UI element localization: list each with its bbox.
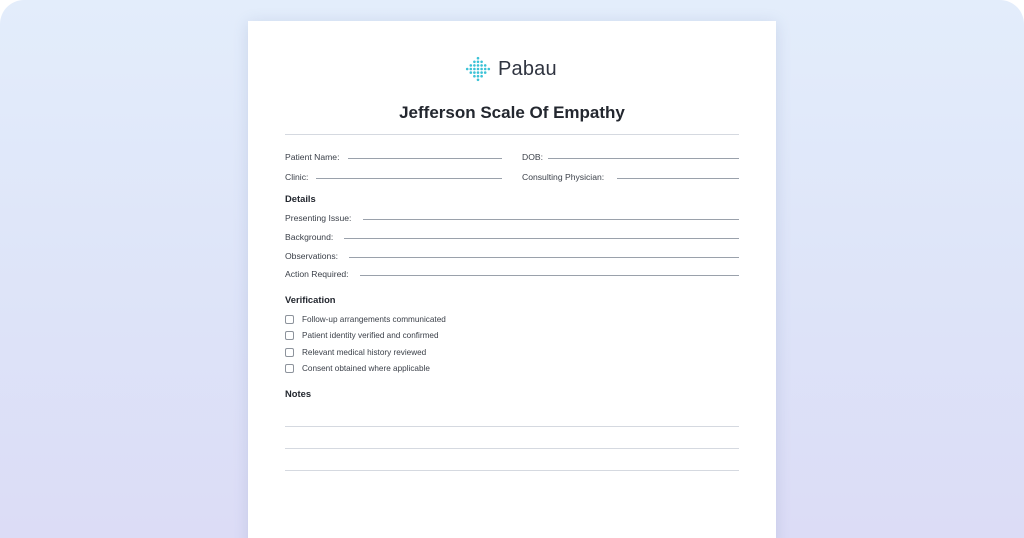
- dob-label: DOB:: [522, 152, 544, 162]
- patient-name-label: Patient Name:: [285, 152, 340, 162]
- notes-line[interactable]: [285, 448, 739, 449]
- clinic-label: Clinic:: [285, 172, 309, 182]
- verification-heading: Verification: [285, 294, 336, 305]
- diamond-dots-logo-icon: [464, 55, 492, 83]
- notes-heading: Notes: [285, 388, 312, 399]
- notes-line[interactable]: [285, 426, 739, 427]
- dob-field[interactable]: [548, 158, 739, 159]
- verification-item: [285, 362, 430, 374]
- checkbox[interactable]: [285, 348, 294, 357]
- observations-label: Observations:: [285, 251, 339, 261]
- verification-item: [285, 346, 426, 358]
- document-title: Jefferson Scale Of Empathy: [399, 103, 625, 122]
- consulting-physician-label: Consulting Physician:: [522, 172, 605, 182]
- verification-item: [285, 329, 439, 341]
- form-document: [248, 21, 776, 538]
- consulting-physician-field[interactable]: [617, 178, 739, 179]
- checkbox[interactable]: [285, 364, 294, 373]
- presenting-issue-field[interactable]: [363, 219, 739, 220]
- checkbox-label: Relevant medical history reviewed: [302, 347, 427, 357]
- presenting-issue-label: Presenting Issue:: [285, 213, 352, 223]
- background-label: Background:: [285, 232, 334, 242]
- brand-logo: [464, 55, 557, 83]
- title-divider: [285, 134, 739, 135]
- details-heading: Details: [285, 193, 316, 204]
- action-required-field[interactable]: [360, 275, 739, 276]
- notes-line[interactable]: [285, 470, 739, 471]
- verification-item: [285, 313, 446, 325]
- checkbox-label: Follow-up arrangements communicated: [302, 314, 446, 324]
- action-required-label: Action Required:: [285, 269, 349, 279]
- checkbox[interactable]: [285, 315, 294, 324]
- background-field[interactable]: [344, 238, 739, 239]
- patient-name-field[interactable]: [348, 158, 502, 159]
- observations-field[interactable]: [349, 257, 739, 258]
- checkbox-label: Consent obtained where applicable: [302, 363, 430, 373]
- clinic-field[interactable]: [316, 178, 502, 179]
- brand-name: Pabau: [498, 57, 557, 80]
- checkbox[interactable]: [285, 331, 294, 340]
- checkbox-label: Patient identity verified and confirmed: [302, 330, 439, 340]
